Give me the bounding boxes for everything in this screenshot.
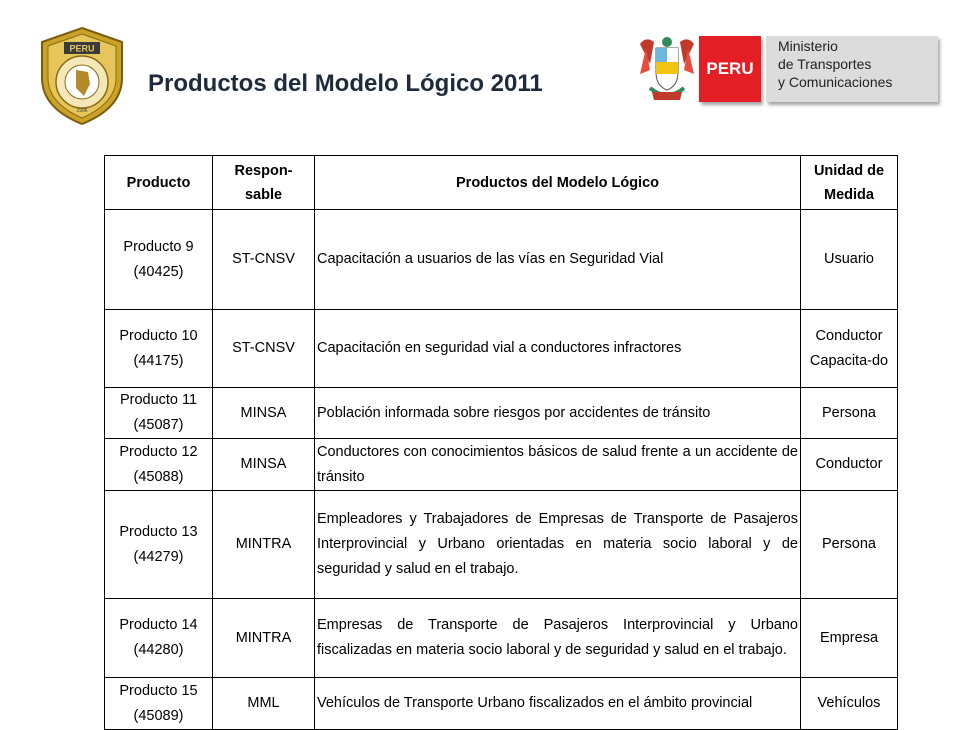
- cell-descripcion: Capacitación a usuarios de las vías en Seguridad Vial: [315, 210, 801, 310]
- header-responsable: Respon- sable: [213, 156, 315, 210]
- cell-producto: Producto 14 (44280): [105, 599, 213, 678]
- cell-descripcion: Empleadores y Trabajadores de Empresas de Transporte de Pasajeros Interprovincial y Urbano orientadas en materia socio laboral y de seguridad y salud en el trabajo.: [315, 491, 801, 599]
- cell-producto: Producto 11 (45087): [105, 388, 213, 439]
- header-unidad: Unidad de Medida: [801, 156, 898, 210]
- cell-producto: Producto 15 (45089): [105, 678, 213, 730]
- ministry-line-1: Ministerio: [778, 38, 838, 54]
- cell-producto: Producto 13 (44279): [105, 491, 213, 599]
- cell-responsable: MML: [213, 678, 315, 730]
- table-row: [105, 439, 898, 491]
- table-row: [105, 599, 898, 678]
- page-title: Productos del Modelo Lógico 2011: [148, 70, 543, 97]
- header-producto: Producto: [105, 156, 213, 210]
- svg-text:1996: 1996: [76, 108, 88, 114]
- cell-responsable: ST-CNSV: [213, 310, 315, 388]
- cnsv-badge-logo: [36, 26, 128, 126]
- cell-unidad: Usuario: [801, 210, 898, 310]
- cell-descripcion: Población informada sobre riesgos por accidentes de tránsito: [315, 388, 801, 439]
- header-modelo: Productos del Modelo Lógico: [315, 156, 801, 210]
- ministry-line-3: y Comunicaciones: [778, 74, 893, 90]
- cell-producto: Producto 9 (40425): [105, 210, 213, 310]
- table-row: [105, 210, 898, 310]
- table-row: [105, 678, 898, 730]
- cell-responsable: MINSA: [213, 388, 315, 439]
- table-row: [105, 491, 898, 599]
- table-row: [105, 310, 898, 388]
- cell-producto: Producto 10 (44175): [105, 310, 213, 388]
- cell-descripcion: Conductores con conocimientos básicos de salud frente a un accidente de tránsito: [315, 439, 801, 491]
- products-table: [104, 155, 898, 730]
- cell-responsable: MINSA: [213, 439, 315, 491]
- ministry-label: [766, 36, 938, 102]
- cell-unidad: Conductor: [801, 439, 898, 491]
- svg-text:PERU: PERU: [69, 43, 95, 54]
- cell-unidad: Persona: [801, 388, 898, 439]
- cell-unidad: Conductor Capacita-do: [801, 310, 898, 388]
- table-row: [105, 388, 898, 439]
- coat-of-arms-icon: [636, 34, 698, 104]
- table-header-row: [105, 156, 898, 210]
- cell-descripcion: Vehículos de Transporte Urbano fiscalizados en el ámbito provincial: [315, 678, 801, 730]
- peru-label: PERU: [699, 36, 761, 102]
- cell-descripcion: Empresas de Transporte de Pasajeros Interprovincial y Urbano fiscalizadas en materia socio laboral y de seguridad y salud en el trabajo.: [315, 599, 801, 678]
- cell-responsable: ST-CNSV: [213, 210, 315, 310]
- cell-descripcion: Capacitación en seguridad vial a conductores infractores: [315, 310, 801, 388]
- cell-responsable: MINTRA: [213, 599, 315, 678]
- cell-responsable: MINTRA: [213, 491, 315, 599]
- cell-unidad: Empresa: [801, 599, 898, 678]
- cell-unidad: Vehículos: [801, 678, 898, 730]
- ministry-line-2: de Transportes: [778, 56, 872, 72]
- cell-unidad: Persona: [801, 491, 898, 599]
- cell-producto: Producto 12 (45088): [105, 439, 213, 491]
